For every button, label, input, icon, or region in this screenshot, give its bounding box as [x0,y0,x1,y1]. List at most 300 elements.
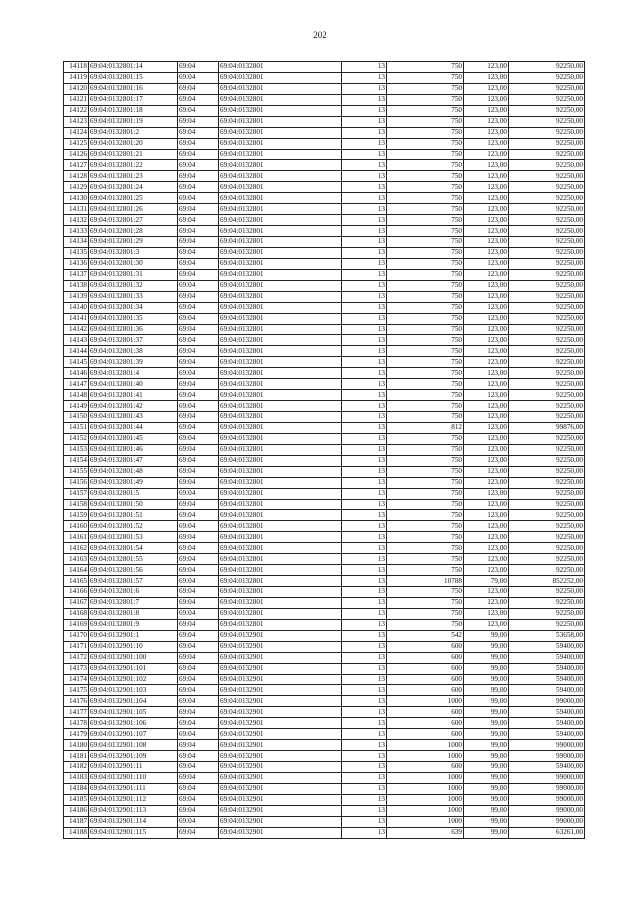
area-cell: 750 [387,193,464,204]
specific-value-cell: 79,00 [464,576,509,587]
table-row [64,783,585,794]
table-row [64,751,585,762]
cadastral-value-cell: 92250,00 [509,543,585,554]
category-code-cell: 13 [342,794,387,805]
district-code-cell: 69:04 [178,171,219,182]
cadastral-value-cell: 99000,00 [509,816,585,827]
quarter-number-cell: 69:04:0132801 [219,554,342,565]
cadastral-number-cell: 69:04:0132801:9 [89,619,178,630]
area-cell: 750 [387,335,464,346]
area-cell: 750 [387,313,464,324]
quarter-number-cell: 69:04:0132801 [219,357,342,368]
specific-value-cell: 99,00 [464,641,509,652]
category-code-cell: 13 [342,477,387,488]
category-code-cell: 13 [342,127,387,138]
district-code-cell: 69:04 [178,543,219,554]
category-code-cell: 13 [342,247,387,258]
specific-value-cell: 123,00 [464,499,509,510]
district-code-cell: 69:04 [178,762,219,773]
quarter-number-cell: 69:04:0132801 [219,291,342,302]
cadastral-value-cell: 99000,00 [509,740,585,751]
area-cell: 750 [387,368,464,379]
category-code-cell: 13 [342,346,387,357]
row-number-cell: 14122 [64,105,89,116]
area-cell: 542 [387,630,464,641]
specific-value-cell: 123,00 [464,280,509,291]
area-cell: 750 [387,94,464,105]
specific-value-cell: 99,00 [464,674,509,685]
area-cell: 750 [387,127,464,138]
cadastral-number-cell: 69:04:0132801:17 [89,94,178,105]
district-code-cell: 69:04 [178,652,219,663]
district-code-cell: 69:04 [178,226,219,237]
category-code-cell: 13 [342,510,387,521]
area-cell: 812 [387,422,464,433]
cadastral-value-cell: 92250,00 [509,313,585,324]
cadastral-number-cell: 69:04:0132801:44 [89,422,178,433]
cadastral-number-cell: 69:04:0132801:26 [89,204,178,215]
category-code-cell: 13 [342,827,387,838]
table-row [64,587,585,598]
cadastral-number-cell: 69:04:0132801:33 [89,291,178,302]
row-number-cell: 14188 [64,827,89,838]
table-row [64,685,585,696]
category-code-cell: 13 [342,532,387,543]
table-row [64,83,585,94]
category-code-cell: 13 [342,543,387,554]
quarter-number-cell: 69:04:0132901 [219,751,342,762]
table-row [64,521,585,532]
area-cell: 600 [387,685,464,696]
quarter-number-cell: 69:04:0132801 [219,488,342,499]
cadastral-number-cell: 69:04:0132901:111 [89,783,178,794]
area-cell: 750 [387,204,464,215]
cadastral-number-cell: 69:04:0132901:109 [89,751,178,762]
specific-value-cell: 123,00 [464,215,509,226]
specific-value-cell: 123,00 [464,226,509,237]
quarter-number-cell: 69:04:0132801 [219,499,342,510]
specific-value-cell: 123,00 [464,335,509,346]
district-code-cell: 69:04 [178,740,219,751]
cadastral-number-cell: 69:04:0132901:1 [89,630,178,641]
specific-value-cell: 123,00 [464,83,509,94]
table-row [64,390,585,401]
cadastral-value-cell: 92250,00 [509,226,585,237]
district-code-cell: 69:04 [178,477,219,488]
cadastral-number-cell: 69:04:0132801:41 [89,390,178,401]
specific-value-cell: 123,00 [464,619,509,630]
area-cell: 750 [387,160,464,171]
cadastral-value-cell: 92250,00 [509,401,585,412]
cadastral-value-cell: 92250,00 [509,554,585,565]
cadastral-number-cell: 69:04:0132901:100 [89,652,178,663]
row-number-cell: 14145 [64,357,89,368]
specific-value-cell: 123,00 [464,258,509,269]
cadastral-value-cell: 99000,00 [509,751,585,762]
district-code-cell: 69:04 [178,368,219,379]
row-number-cell: 14161 [64,532,89,543]
cadastral-number-cell: 69:04:0132801:46 [89,444,178,455]
quarter-number-cell: 69:04:0132901 [219,696,342,707]
category-code-cell: 13 [342,215,387,226]
quarter-number-cell: 69:04:0132801 [219,215,342,226]
cadastral-number-cell: 69:04:0132801:8 [89,608,178,619]
area-cell: 750 [387,269,464,280]
category-code-cell: 13 [342,116,387,127]
specific-value-cell: 123,00 [464,477,509,488]
district-code-cell: 69:04 [178,729,219,740]
area-cell: 750 [387,532,464,543]
row-number-cell: 14170 [64,630,89,641]
category-code-cell: 13 [342,94,387,105]
table-row [64,444,585,455]
cadastral-number-cell: 69:04:0132801:15 [89,72,178,83]
cadastral-value-cell: 92250,00 [509,597,585,608]
table-row [64,466,585,477]
row-number-cell: 14132 [64,215,89,226]
category-code-cell: 13 [342,357,387,368]
table-row [64,258,585,269]
quarter-number-cell: 69:04:0132901 [219,674,342,685]
row-number-cell: 14137 [64,269,89,280]
table-row [64,247,585,258]
category-code-cell: 13 [342,412,387,423]
specific-value-cell: 123,00 [464,543,509,554]
specific-value-cell: 99,00 [464,762,509,773]
table-row [64,116,585,127]
quarter-number-cell: 69:04:0132901 [219,630,342,641]
row-number-cell: 14176 [64,696,89,707]
row-number-cell: 14146 [64,368,89,379]
cadastral-value-cell: 92250,00 [509,280,585,291]
quarter-number-cell: 69:04:0132801 [219,379,342,390]
cadastral-value-cell: 92250,00 [509,521,585,532]
district-code-cell: 69:04 [178,116,219,127]
specific-value-cell: 123,00 [464,116,509,127]
area-cell: 1000 [387,783,464,794]
area-cell: 600 [387,707,464,718]
cadastral-value-cell: 99876,00 [509,422,585,433]
table-row [64,827,585,838]
row-number-cell: 14143 [64,335,89,346]
table-row [64,619,585,630]
table-row [64,510,585,521]
row-number-cell: 14163 [64,554,89,565]
cadastral-value-cell: 92250,00 [509,302,585,313]
specific-value-cell: 99,00 [464,707,509,718]
cadastral-value-cell: 92250,00 [509,171,585,182]
district-code-cell: 69:04 [178,204,219,215]
table-row [64,816,585,827]
category-code-cell: 13 [342,488,387,499]
cadastral-value-cell: 92250,00 [509,444,585,455]
quarter-number-cell: 69:04:0132801 [219,171,342,182]
cadastral-value-cell: 92250,00 [509,390,585,401]
cadastral-number-cell: 69:04:0132801:14 [89,62,178,73]
cadastral-number-cell: 69:04:0132901:105 [89,707,178,718]
cadastral-value-cell: 852252,00 [509,576,585,587]
row-number-cell: 14151 [64,422,89,433]
quarter-number-cell: 69:04:0132801 [219,401,342,412]
area-cell: 750 [387,477,464,488]
specific-value-cell: 123,00 [464,127,509,138]
cadastral-number-cell: 69:04:0132801:39 [89,357,178,368]
specific-value-cell: 123,00 [464,247,509,258]
specific-value-cell: 99,00 [464,685,509,696]
cadastral-value-cell: 92250,00 [509,182,585,193]
table-row [64,313,585,324]
table-row [64,455,585,466]
area-cell: 639 [387,827,464,838]
quarter-number-cell: 69:04:0132801 [219,608,342,619]
cadastral-value-cell: 92250,00 [509,368,585,379]
quarter-number-cell: 69:04:0132801 [219,258,342,269]
cadastral-number-cell: 69:04:0132901:108 [89,740,178,751]
quarter-number-cell: 69:04:0132801 [219,182,342,193]
row-number-cell: 14154 [64,455,89,466]
table-row [64,226,585,237]
cadastral-number-cell: 69:04:0132801:28 [89,226,178,237]
district-code-cell: 69:04 [178,291,219,302]
area-cell: 750 [387,280,464,291]
district-code-cell: 69:04 [178,215,219,226]
category-code-cell: 13 [342,193,387,204]
area-cell: 600 [387,674,464,685]
category-code-cell: 13 [342,182,387,193]
specific-value-cell: 123,00 [464,302,509,313]
row-number-cell: 14173 [64,663,89,674]
table-row [64,401,585,412]
area-cell: 750 [387,72,464,83]
row-number-cell: 14164 [64,565,89,576]
district-code-cell: 69:04 [178,466,219,477]
row-number-cell: 14140 [64,302,89,313]
area-cell: 750 [387,444,464,455]
table-row [64,335,585,346]
cadastral-number-cell: 69:04:0132801:32 [89,280,178,291]
cadastral-value-cell: 92250,00 [509,258,585,269]
row-number-cell: 14177 [64,707,89,718]
table-row [64,554,585,565]
specific-value-cell: 99,00 [464,783,509,794]
specific-value-cell: 123,00 [464,346,509,357]
cadastral-number-cell: 69:04:0132801:18 [89,105,178,116]
category-code-cell: 13 [342,149,387,160]
specific-value-cell: 123,00 [464,379,509,390]
district-code-cell: 69:04 [178,510,219,521]
table-row [64,269,585,280]
quarter-number-cell: 69:04:0132901 [219,827,342,838]
cadastral-number-cell: 69:04:0132901:11 [89,762,178,773]
table-row [64,127,585,138]
table-row [64,762,585,773]
specific-value-cell: 123,00 [464,455,509,466]
cadastral-value-cell: 92250,00 [509,138,585,149]
category-code-cell: 13 [342,324,387,335]
area-cell: 750 [387,565,464,576]
specific-value-cell: 123,00 [464,488,509,499]
specific-value-cell: 123,00 [464,182,509,193]
row-number-cell: 14152 [64,433,89,444]
specific-value-cell: 123,00 [464,401,509,412]
cadastral-number-cell: 69:04:0132801:22 [89,160,178,171]
district-code-cell: 69:04 [178,379,219,390]
area-cell: 1000 [387,740,464,751]
area-cell: 750 [387,543,464,554]
table-row [64,707,585,718]
cadastral-value-cell: 99000,00 [509,783,585,794]
cadastral-value-cell: 92250,00 [509,193,585,204]
category-code-cell: 13 [342,685,387,696]
quarter-number-cell: 69:04:0132801 [219,532,342,543]
category-code-cell: 13 [342,422,387,433]
row-number-cell: 14168 [64,608,89,619]
cadastral-value-cell: 92250,00 [509,532,585,543]
district-code-cell: 69:04 [178,707,219,718]
cadastral-value-cell: 59400,00 [509,685,585,696]
specific-value-cell: 123,00 [464,587,509,598]
area-cell: 750 [387,433,464,444]
quarter-number-cell: 69:04:0132801 [219,138,342,149]
category-code-cell: 13 [342,466,387,477]
specific-value-cell: 123,00 [464,532,509,543]
table-row [64,105,585,116]
district-code-cell: 69:04 [178,138,219,149]
district-code-cell: 69:04 [178,630,219,641]
quarter-number-cell: 69:04:0132901 [219,805,342,816]
district-code-cell: 69:04 [178,794,219,805]
specific-value-cell: 123,00 [464,94,509,105]
district-code-cell: 69:04 [178,160,219,171]
cadastral-value-cell: 99000,00 [509,772,585,783]
cadastral-number-cell: 69:04:0132801:42 [89,401,178,412]
area-cell: 750 [387,608,464,619]
specific-value-cell: 123,00 [464,412,509,423]
table-row [64,740,585,751]
table-row [64,641,585,652]
cadastral-value-cell: 92250,00 [509,433,585,444]
category-code-cell: 13 [342,258,387,269]
district-code-cell: 69:04 [178,663,219,674]
specific-value-cell: 123,00 [464,608,509,619]
category-code-cell: 13 [342,444,387,455]
area-cell: 600 [387,718,464,729]
row-number-cell: 14148 [64,390,89,401]
category-code-cell: 13 [342,740,387,751]
cadastral-number-cell: 69:04:0132801:6 [89,587,178,598]
specific-value-cell: 123,00 [464,72,509,83]
row-number-cell: 14139 [64,291,89,302]
category-code-cell: 13 [342,269,387,280]
specific-value-cell: 123,00 [464,554,509,565]
cadastral-number-cell: 69:04:0132901:110 [89,772,178,783]
area-cell: 750 [387,138,464,149]
quarter-number-cell: 69:04:0132801 [219,62,342,73]
area-cell: 1000 [387,751,464,762]
cadastral-value-cell: 59400,00 [509,707,585,718]
cadastral-value-cell: 92250,00 [509,477,585,488]
area-cell: 750 [387,379,464,390]
district-code-cell: 69:04 [178,674,219,685]
district-code-cell: 69:04 [178,94,219,105]
cadastral-number-cell: 69:04:0132801:21 [89,149,178,160]
district-code-cell: 69:04 [178,390,219,401]
quarter-number-cell: 69:04:0132801 [219,433,342,444]
row-number-cell: 14150 [64,412,89,423]
cadastral-value-cell: 92250,00 [509,72,585,83]
specific-value-cell: 123,00 [464,422,509,433]
cadastral-value-cell: 59400,00 [509,718,585,729]
row-number-cell: 14144 [64,346,89,357]
table-row [64,149,585,160]
specific-value-cell: 123,00 [464,433,509,444]
cadastral-value-cell: 92250,00 [509,510,585,521]
area-cell: 750 [387,455,464,466]
area-cell: 750 [387,412,464,423]
area-cell: 750 [387,226,464,237]
cadastral-number-cell: 69:04:0132801:56 [89,565,178,576]
specific-value-cell: 123,00 [464,444,509,455]
area-cell: 1000 [387,805,464,816]
cadastral-number-cell: 69:04:0132801:57 [89,576,178,587]
row-number-cell: 14185 [64,794,89,805]
category-code-cell: 13 [342,762,387,773]
cadastral-number-cell: 69:04:0132801:4 [89,368,178,379]
cadastral-number-cell: 69:04:0132801:50 [89,499,178,510]
district-code-cell: 69:04 [178,685,219,696]
district-code-cell: 69:04 [178,422,219,433]
specific-value-cell: 123,00 [464,324,509,335]
table-row [64,94,585,105]
row-number-cell: 14135 [64,247,89,258]
cadastral-value-cell: 92250,00 [509,412,585,423]
table-row [64,72,585,83]
category-code-cell: 13 [342,368,387,379]
row-number-cell: 14136 [64,258,89,269]
row-number-cell: 14126 [64,149,89,160]
district-code-cell: 69:04 [178,401,219,412]
category-code-cell: 13 [342,401,387,412]
area-cell: 750 [387,499,464,510]
cadastral-value-cell: 92250,00 [509,105,585,116]
cadastral-value-cell: 92250,00 [509,608,585,619]
table-row [64,204,585,215]
cadastral-number-cell: 69:04:0132801:48 [89,466,178,477]
cadastral-value-cell: 99000,00 [509,696,585,707]
table-row [64,280,585,291]
quarter-number-cell: 69:04:0132801 [219,149,342,160]
cadastral-number-cell: 69:04:0132801:24 [89,182,178,193]
table-row [64,499,585,510]
category-code-cell: 13 [342,805,387,816]
quarter-number-cell: 69:04:0132801 [219,247,342,258]
cadastral-value-cell: 92250,00 [509,62,585,73]
row-number-cell: 14184 [64,783,89,794]
category-code-cell: 13 [342,433,387,444]
cadastral-value-cell: 53658,00 [509,630,585,641]
table-row [64,543,585,554]
specific-value-cell: 123,00 [464,149,509,160]
cadastral-number-cell: 69:04:0132901:114 [89,816,178,827]
area-cell: 750 [387,291,464,302]
area-cell: 750 [387,466,464,477]
district-code-cell: 69:04 [178,357,219,368]
area-cell: 750 [387,182,464,193]
cadastral-number-cell: 69:04:0132801:25 [89,193,178,204]
category-code-cell: 13 [342,455,387,466]
row-number-cell: 14159 [64,510,89,521]
area-cell: 750 [387,488,464,499]
